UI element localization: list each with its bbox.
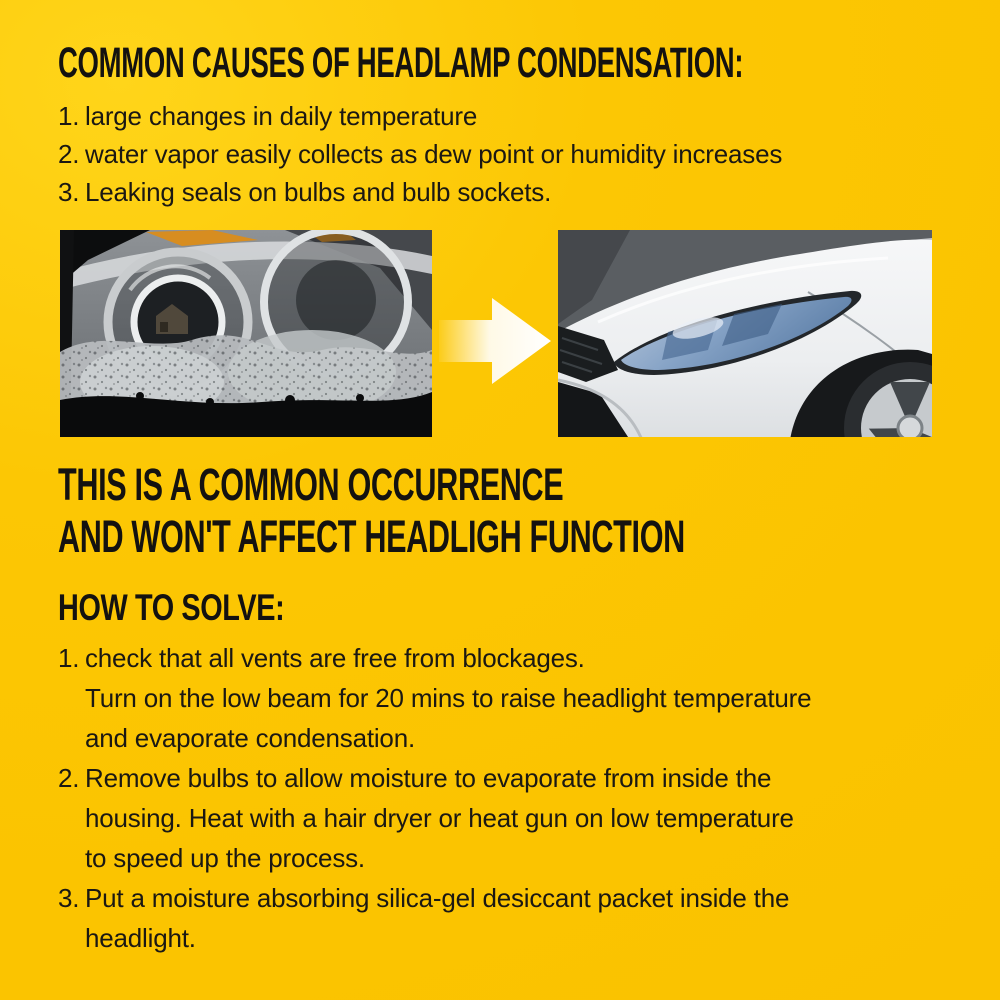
list-item-text [85,638,948,758]
list-item-text: Leaking seals on bulbs and bulb sockets. [85,177,552,207]
causes-list [58,97,938,211]
statement-line1: THIS IS A COMMON OCCURRENCE [58,459,564,510]
statement-heading [58,459,980,563]
line: headlight. [85,923,196,953]
causes-title-text: COMMON CAUSES OF HEADLAMP CONDENSATION: [58,39,744,87]
line: Remove bulbs to allow moisture to evaporate from inside the [85,763,772,793]
line: housing. Heat with a hair dryer or heat gun on low temperature [85,803,794,833]
statement-line2: AND WON'T AFFECT HEADLIGH FUNCTION [58,511,685,562]
list-item-number: 3. [58,883,80,913]
solve-title-text: HOW TO SOLVE: [58,587,285,628]
line: Turn on the low beam for 20 mins to raise headlight temperature [85,683,812,713]
clear-headlamp-illustration [558,230,932,437]
line: to speed up the process. [85,843,365,873]
list-item [58,97,938,135]
clear-headlamp-photo [558,230,932,437]
causes-title [58,40,1000,86]
line: and evaporate condensation. [85,723,415,753]
list-item [58,135,938,173]
list-item-number: 1. [58,643,80,673]
line: check that all vents are free from blockages. [85,643,585,673]
list-item-text: water vapor easily collects as dew point or humidity increases [85,139,783,169]
list-item-number: 3. [58,177,80,207]
list-item-number: 2. [58,763,80,793]
list-item-number: 2. [58,139,80,169]
foggy-headlamp-photo [60,230,432,437]
transition-arrow [439,293,553,389]
list-item [58,638,948,758]
foggy-headlamp-illustration [60,230,432,437]
list-item-text [85,878,948,958]
right-arrow-icon [439,293,553,389]
solve-list [58,638,948,958]
list-item [58,758,948,878]
list-item-text: large changes in daily temperature [85,101,478,131]
line: Put a moisture absorbing silica-gel desiccant packet inside the [85,883,790,913]
solve-title [58,588,348,628]
list-item [58,878,948,958]
list-item-text [85,758,948,878]
list-item-number: 1. [58,101,80,131]
list-item [58,173,938,211]
